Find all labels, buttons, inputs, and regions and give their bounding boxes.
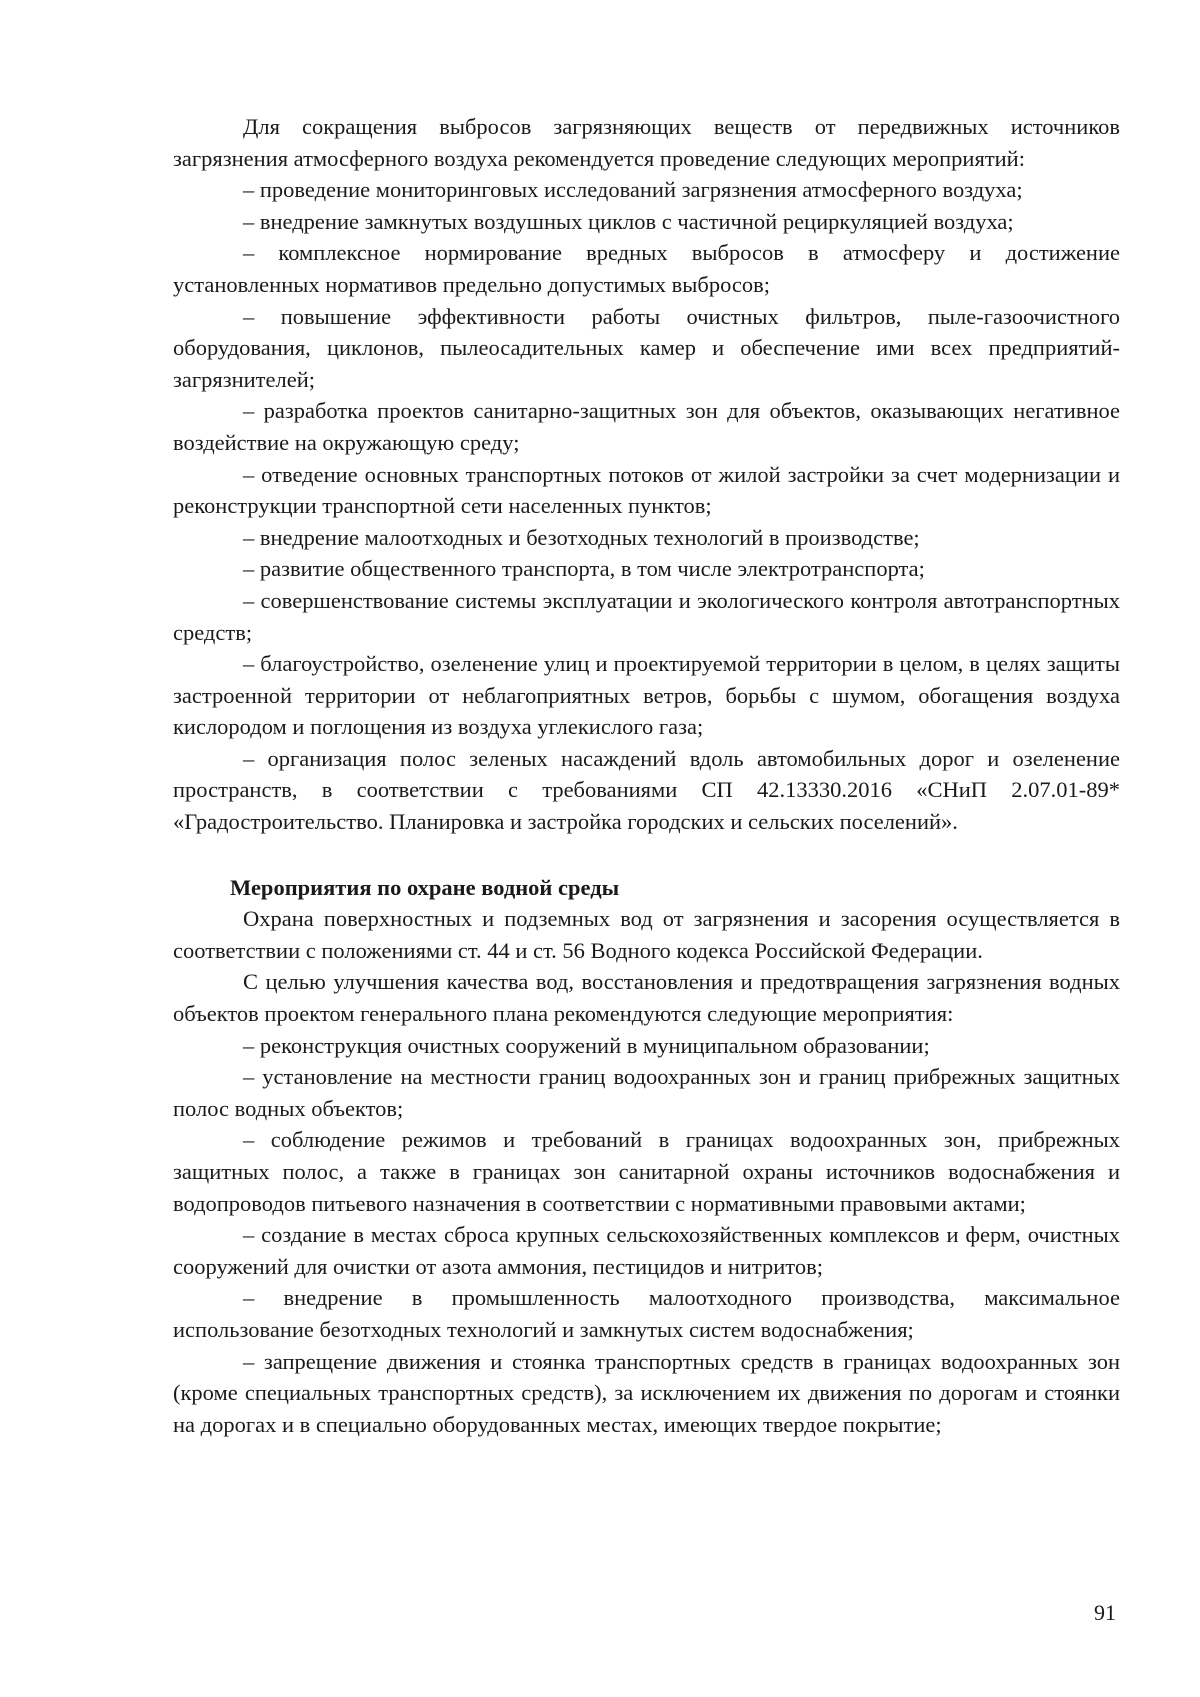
water-paragraph-2: С целью улучшения качества вод, восстановления и предотвращения загрязнения водных объектов проектом генерального плана рекомендуются следующие мероприятия: (173, 969, 1120, 1027)
list-item: – создание в местах сброса крупных сельскохозяйственных комплексов и ферм, очистных сооружений для очистки от азота аммония, пестицидов и нитритов; (173, 1222, 1120, 1279)
list-item: – установление на местности границ водоохранных зон и границ прибрежных защитных полос водных объектов; (173, 1064, 1120, 1121)
list-item: – организация полос зеленых насаждений вдоль автомобильных дорог и озеленение пространств, в соответствии с требованиями СП 42.13330.2016 «СНиП 2.07.01-89* «Градостроительство. Планировка и застройка городских и сельских поселений». (173, 745, 1120, 835)
list-item: – разработка проектов санитарно-защитных зон для объектов, оказывающих негативное воздействие на окружающую среду; (173, 398, 1120, 455)
list-item: – развитие общественного транспорта, в том числе электротранспорта; (243, 556, 925, 582)
water-measures-list (173, 1030, 1120, 1441)
list-item: – реконструкция очистных сооружений в муниципальном образовании; (243, 1032, 930, 1058)
list-item: – благоустройство, озеленение улиц и проектируемой территории в целом, в целях защиты застроенной территории от неблагоприятных ветров, борьбы с шумом, обогащения воздуха кислородом и поглощения из воздуха углекислого газа; (173, 651, 1120, 740)
section-heading-water: Мероприятия по охране водной среды (230, 874, 620, 900)
document-body (173, 111, 1120, 1440)
list-item: – внедрение малоотходных и безотходных технологий в производстве; (243, 524, 920, 550)
list-item: – соблюдение режимов и требований в границах водоохранных зон, прибрежных защитных полос, а также в границах зон санитарной охраны источников водоснабжения и водопроводов питьевого назначения в соответствии с нормативными правовыми актами; (173, 1127, 1120, 1216)
list-item: – запрещение движения и стоянка транспортных средств в границах водоохранных зон (кроме специальных транспортных средств), за исключением их движения по дорогам и стоянки на дорогах и в специально оборудованных местах, имеющих твердое покрытие; (173, 1348, 1120, 1437)
list-item: – повышение эффективности работы очистных фильтров, пыле-газоочистного оборудования, циклонов, пылеосадительных камер и обеспечение ими всех предприятий-загрязнителей; (173, 303, 1120, 392)
list-item: – комплексное нормирование вредных выбросов в атмосферу и достижение установленных нормативов предельно допустимых выбросов; (173, 240, 1120, 297)
page-number: 91 (1094, 1600, 1116, 1625)
list-item: – внедрение в промышленность малоотходного производства, максимальное использование безотходных технологий и замкнутых систем водоснабжения; (173, 1285, 1120, 1342)
list-item: – внедрение замкнутых воздушных циклов с частичной рециркуляцией воздуха; (243, 208, 1014, 234)
list-item: – проведение мониторинговых исследований загрязнения атмосферного воздуха; (243, 177, 1023, 203)
air-intro-paragraph: Для сокращения выбросов загрязняющих веществ от передвижных источников загрязнения атмосферного воздуха рекомендуется проведение следующих мероприятий: (173, 114, 1120, 171)
water-paragraph-1: Охрана поверхностных и подземных вод от загрязнения и засорения осуществляется в соответствии с положениями ст. 44 и ст. 56 Водного кодекса Российской Федерации. (173, 906, 1120, 963)
list-item: – отведение основных транспортных потоков от жилой застройки за счет модернизации и реконструкции транспортной сети населенных пунктов; (173, 461, 1120, 519)
list-item: – совершенствование системы эксплуатации и экологического контроля автотранспортных средств; (173, 587, 1120, 645)
air-measures-list (173, 174, 1120, 837)
